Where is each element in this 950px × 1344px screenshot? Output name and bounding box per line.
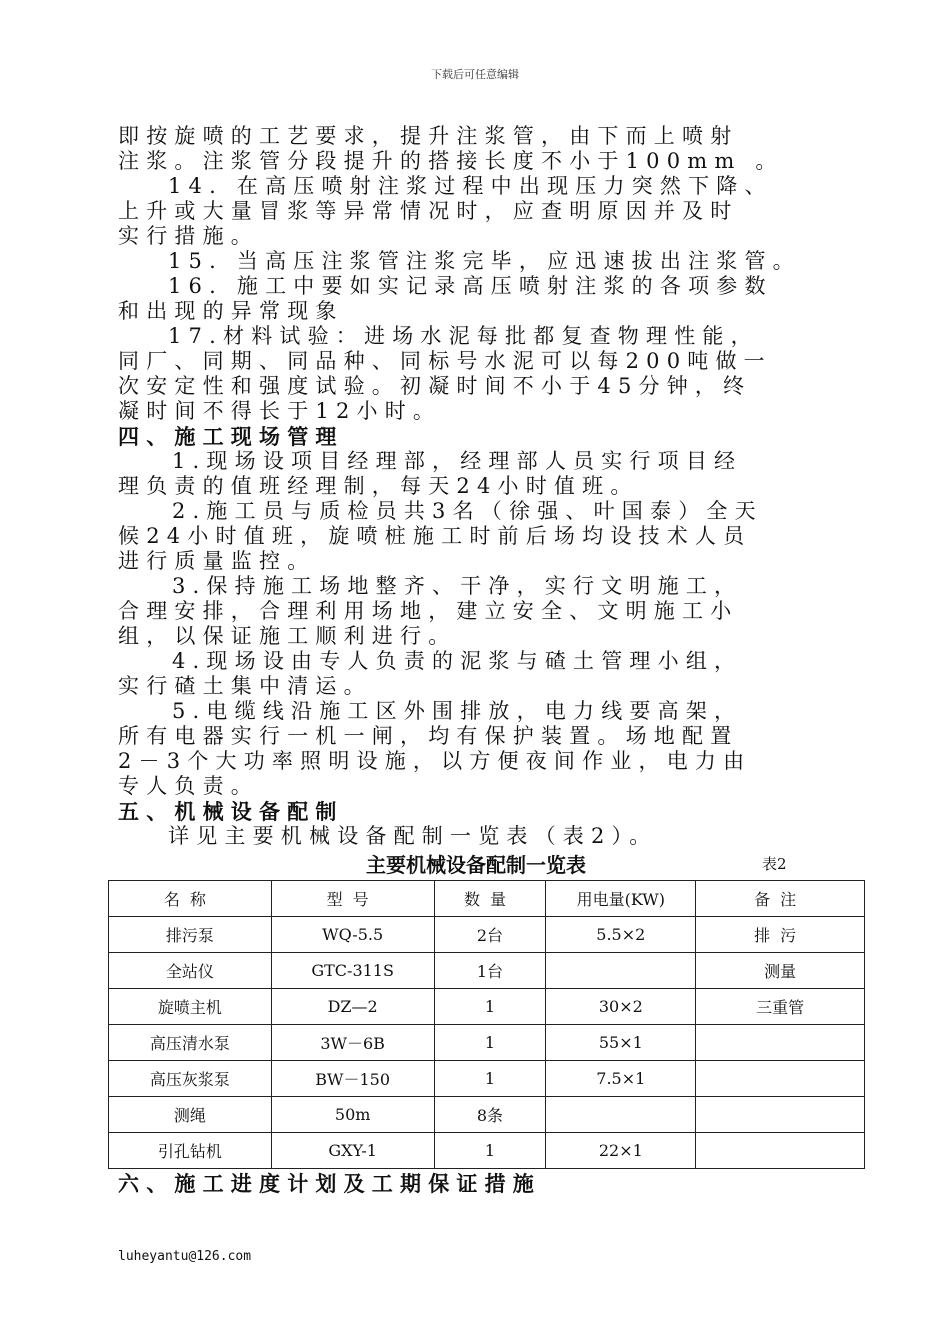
page-header: 下载后可任意编辑 — [431, 68, 519, 81]
body-line: 专人负责。 — [118, 774, 259, 798]
table-cell: 三重管 — [696, 989, 865, 1025]
item-15: 15. 当高压注浆管注浆完毕，应迅速拔出注浆管。 — [168, 249, 801, 273]
table-header-row — [109, 881, 865, 917]
body-line: 进行质量监控。 — [118, 549, 316, 573]
section-heading-five: 五、机械设备配制 — [118, 799, 344, 824]
table-cell: 排污泵 — [109, 917, 272, 953]
body-line: 2－3个大功率照明设施，以方便夜间作业，电力由 — [118, 749, 752, 773]
body-line: 理负责的值班经理制，每天24小时值班。 — [118, 474, 639, 498]
table-cell: 高压灰浆泵 — [109, 1061, 272, 1097]
table-cell: 1 — [434, 989, 546, 1025]
table-cell: DZ—2 — [271, 989, 434, 1025]
item-17: 17.材料试验：进场水泥每批都复查物理性能， — [168, 324, 759, 348]
item-3: 3.保持施工场地整齐、干净，实行文明施工， — [172, 574, 743, 598]
table-cell: 测量 — [696, 953, 865, 989]
table-cell: 5.5×2 — [546, 917, 696, 953]
body-line: 组，以保证施工顺利进行。 — [118, 624, 457, 648]
table-cell — [696, 1025, 865, 1061]
table-row — [109, 989, 865, 1025]
body-line: 即按旋喷的工艺要求，提升注浆管，由下而上喷射 — [118, 124, 739, 148]
table-cell: 22×1 — [546, 1133, 696, 1169]
table-cell: 1 — [434, 1133, 546, 1169]
table-cell: 排污 — [696, 917, 865, 953]
item-4: 4.现场设由专人负责的泥浆与碴土管理小组， — [172, 649, 743, 673]
section-heading-four: 四、施工现场管理 — [118, 424, 344, 449]
body-line: 合理安排，合理利用场地，建立安全、文明施工小 — [118, 599, 739, 623]
item-16: 16. 施工中要如实记录高压喷射注浆的各项参数 — [168, 274, 773, 298]
header-cell: 备注 — [696, 881, 865, 917]
table-cell: 30×2 — [546, 989, 696, 1025]
item-14: 14. 在高压喷射注浆过程中出现压力突然下降、 — [168, 174, 773, 198]
table-row — [109, 917, 865, 953]
table-cell: 引孔钻机 — [109, 1133, 272, 1169]
table-cell: 1 — [434, 1025, 546, 1061]
footer-email: luheyantu@126.com — [118, 1249, 252, 1264]
table-cell: GTC-311S — [271, 953, 434, 989]
table-cell — [696, 1133, 865, 1169]
body-line: 次安定性和强度试验。初凝时间不小于45分钟，终 — [118, 374, 752, 398]
body-line: 实行措施。 — [118, 224, 259, 248]
table-cell: 8条 — [434, 1097, 546, 1133]
body-line: 详见主要机械设备配制一览表（表2）。 — [168, 824, 658, 848]
table-cell: 1 — [434, 1061, 546, 1097]
table-cell: 旋喷主机 — [109, 989, 272, 1025]
header-cell: 数量 — [434, 881, 546, 917]
table-number: 表2 — [762, 855, 787, 873]
body-line: 实行碴土集中清运。 — [118, 674, 372, 698]
header-cell: 名称 — [109, 881, 272, 917]
table-row — [109, 1025, 865, 1061]
body-line: 和出现的异常现象 — [118, 299, 344, 323]
table-cell: GXY-1 — [271, 1133, 434, 1169]
body-line: 注浆。注浆管分段提升的搭接长度不小于100mm 。 — [118, 149, 784, 173]
table-cell: 55×1 — [546, 1025, 696, 1061]
header-cell: 型号 — [271, 881, 434, 917]
table-cell — [696, 1061, 865, 1097]
table-cell: 高压清水泵 — [109, 1025, 272, 1061]
body-line: 凝时间不得长于12小时。 — [118, 399, 442, 423]
body-line: 上升或大量冒浆等异常情况时，应查明原因并及时 — [118, 199, 739, 223]
table-cell — [696, 1097, 865, 1133]
table-row — [109, 1133, 865, 1169]
table-cell — [546, 1097, 696, 1133]
table-title: 主要机械设备配制一览表 — [366, 853, 586, 877]
header-cell: 用电量(KW) — [546, 881, 696, 917]
section-heading-six: 六、施工进度计划及工期保证措施 — [118, 1171, 541, 1196]
table-cell: 7.5×1 — [546, 1061, 696, 1097]
table-cell: WQ-5.5 — [271, 917, 434, 953]
item-5: 5.电缆线沿施工区外围排放，电力线要高架， — [172, 699, 743, 723]
table-cell: 测绳 — [109, 1097, 272, 1133]
table-cell: 50m — [271, 1097, 434, 1133]
table-cell: 全站仪 — [109, 953, 272, 989]
body-line: 同厂、同期、同品种、同标号水泥可以每200吨做一 — [118, 349, 772, 373]
item-2: 2.施工员与质检员共3名（徐强、叶国泰）全天 — [172, 499, 763, 523]
table-row — [109, 1061, 865, 1097]
body-line: 所有电器实行一机一闸，均有保护装置。场地配置 — [118, 724, 739, 748]
table-row — [109, 1097, 865, 1133]
body-line: 候24小时值班，旋喷桩施工时前后场均设技术人员 — [118, 524, 752, 548]
equipment-table — [108, 880, 865, 1169]
item-1: 1.现场设项目经理部，经理部人员实行项目经 — [172, 449, 743, 473]
table-cell: BW－150 — [271, 1061, 434, 1097]
table-cell: 2台 — [434, 917, 546, 953]
table-cell: 1台 — [434, 953, 546, 989]
table-cell: 3W－6B — [271, 1025, 434, 1061]
table-row — [109, 953, 865, 989]
table-cell — [546, 953, 696, 989]
